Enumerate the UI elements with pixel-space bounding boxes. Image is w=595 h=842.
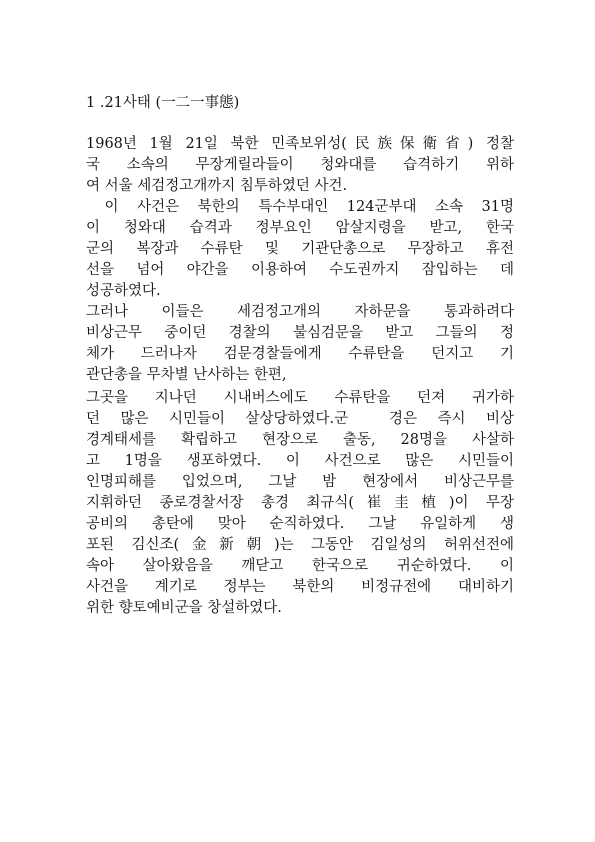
text-line: 선을 넘어 야간을 이용하여 수도권까지 잠입하는 데 xyxy=(86,262,514,278)
paragraph-3 xyxy=(86,388,514,619)
text-line: 성공하였다. xyxy=(86,283,161,299)
text-line: 속아 살아왔음을 깨닫고 한국으로 귀순하였다. 이 xyxy=(86,558,514,574)
text-line: 국 소속의 무장게릴라들이 청와대를 습격하기 위하 xyxy=(86,157,514,173)
text-line: 그곳을 지나던 시내버스에도 수류탄을 던져 귀가하 xyxy=(86,390,514,406)
paragraph-1 xyxy=(86,134,514,302)
paragraph-2 xyxy=(86,302,514,386)
text-line: 위한 향토예비군을 창설하였다. xyxy=(86,600,282,616)
text-line: 인명피해를 입었으며, 그날 밤 현장에서 비상근무를 xyxy=(86,474,514,490)
text-line: 관단총을 무차별 난사하는 한편, xyxy=(86,367,287,383)
text-line: 여 서울 세검정고개까지 침투하였던 사건. xyxy=(86,178,348,194)
text-line: 사건을 계기로 정부는 북한의 비정규전에 대비하기 xyxy=(86,579,514,595)
text-line: 체가 드러나자 검문경찰들에게 수류탄을 던지고 기 xyxy=(86,346,514,362)
text-line: 공비의 총탄에 맞아 순직하였다. 그날 유일하게 생 xyxy=(86,516,514,532)
text-line: 1968년 1월 21일 북한 민족보위성(民族保衛省) 정찰 xyxy=(86,136,514,152)
text-line: 포된 김신조(金新朝)는 그동안 김일성의 허위선전에 xyxy=(86,537,514,553)
text-line: 이 사건은 북한의 특수부대인 124군부대 소속 31명 xyxy=(86,199,514,215)
document-title: 1 .21사태 (一二一事態) xyxy=(86,95,240,111)
text-line: 비상근무 중이던 경찰의 불심검문을 받고 그들의 정 xyxy=(86,325,514,341)
text-line: 군의 복장과 수류탄 및 기관단총으로 무장하고 휴전 xyxy=(86,241,514,257)
text-line: 던 많은 시민들이 살상당하였다.군 경은 즉시 비상 xyxy=(86,411,514,427)
text-line: 고 1명을 생포하였다. 이 사건으로 많은 시민들이 xyxy=(86,453,514,469)
text-line: 그러나 이들은 세검정고개의 자하문을 통과하려다 xyxy=(86,304,514,320)
text-line: 지휘하던 종로경찰서장 총경 최규식(崔圭植)이 무장 xyxy=(86,495,514,511)
text-line: 경계태세를 확립하고 현장으로 출동, 28명을 사살하 xyxy=(86,432,514,448)
text-line: 이 청와대 습격과 정부요인 암살지령을 받고, 한국 xyxy=(86,220,514,236)
